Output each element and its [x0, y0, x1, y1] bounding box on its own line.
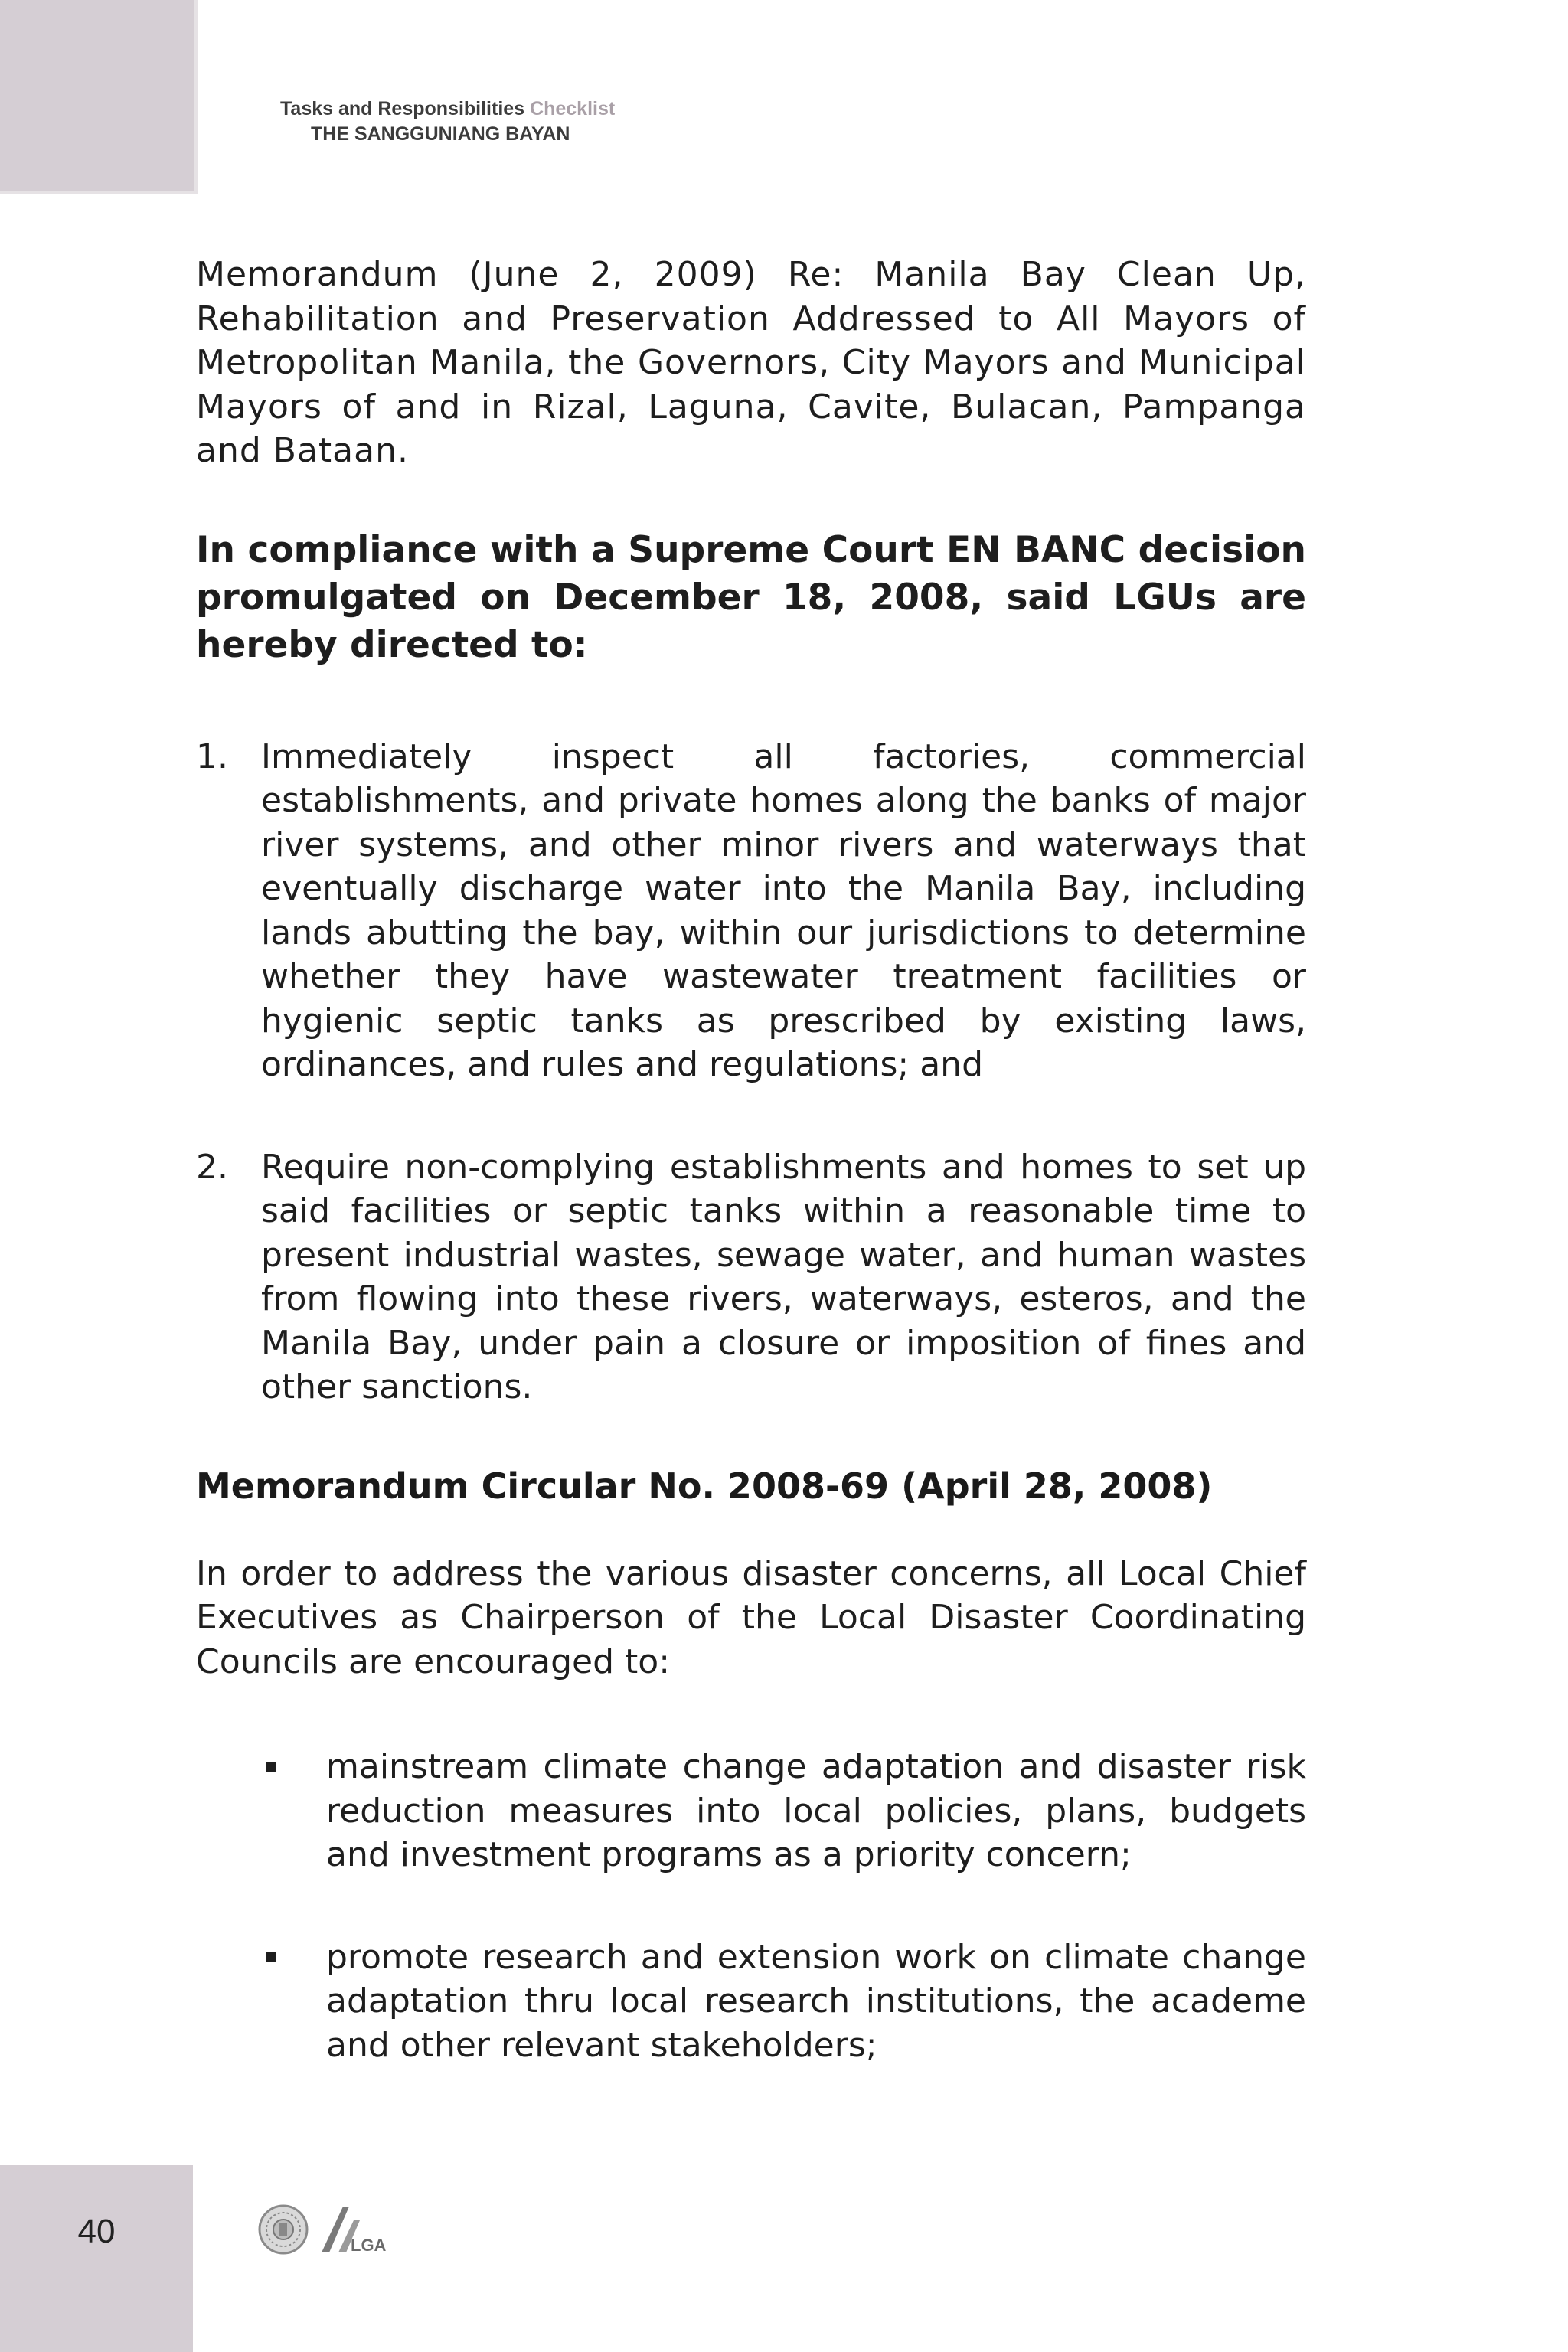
- page-content: [196, 253, 1306, 2125]
- header-title-main: Tasks and Responsibilities: [280, 98, 525, 119]
- square-bullet-icon: [196, 1936, 326, 2068]
- list-item-number: 2.: [196, 1147, 228, 1187]
- header-title: [280, 96, 615, 122]
- list-item-number: 1.: [196, 737, 228, 776]
- footer-logos: [257, 2202, 387, 2257]
- list-item-text: mainstream climate change adaptation and disaster risk reduction measures into local policies, plans, budgets and investment programs as a priority concern;: [326, 1747, 1306, 1874]
- circular-paragraph: In order to address the various disaster concerns, all Local Chief Executives as Chairperson of the Local Disaster Coordinating Councils are encouraged to:: [196, 1553, 1306, 1681]
- circular-heading: Memorandum Circular No. 2008-69 (April 28, 2008): [196, 1465, 1213, 1507]
- page-number: 40: [77, 2213, 116, 2250]
- header-title-suffix: Checklist: [530, 98, 616, 119]
- directives-list: [196, 735, 1306, 1410]
- list-item-text: Immediately inspect all factories, commercial establishments, and private homes along the banks of major river systems, and other minor rivers and waterways that eventually discharge water into the Manila Bay, including lands abutting the bay, within our jurisdictions to determine whether they have wastewater treatment facilities or hygienic septic tanks as prescribed by existing laws, ordinances, and rules and regulations; and: [261, 737, 1306, 1084]
- dilg-seal-icon: [257, 2203, 309, 2256]
- list-item-text: promote research and extension work on climate change adaptation thru local research institutions, the academe and other relevant stakeholders;: [326, 1937, 1306, 2065]
- list-item: [196, 1936, 1306, 2068]
- top-corner-block: [0, 0, 198, 194]
- list-item-text: Require non-complying establishments and homes to set up said facilities or septic tanks within a reasonable time to present industrial wastes, sewage water, and human wastes from flowing into these rivers, waterways, esteros, and the Manila Bay, under pain a closure or imposition of fines and other sanctions.: [261, 1147, 1306, 1406]
- page-header: [280, 96, 615, 147]
- square-bullet-icon: [196, 1745, 326, 1877]
- compliance-heading: In compliance with a Supreme Court EN BANC decision promulgated on December 18, 2008, said LGUs are hereby directed to:: [196, 528, 1306, 666]
- lga-logo-text: LGA: [351, 2236, 387, 2255]
- list-item: [196, 1145, 1306, 1410]
- list-item: [196, 735, 1306, 1087]
- circular-list: [196, 1745, 1306, 2067]
- header-subtitle: THE SANGGUNIANG BAYAN: [311, 123, 570, 145]
- list-item: [196, 1745, 1306, 1877]
- bottom-corner-block: [0, 2165, 193, 2352]
- lga-logo-icon: [315, 2202, 387, 2257]
- intro-paragraph: Memorandum (June 2, 2009) Re: Manila Bay Clean Up, Rehabilitation and Preservation Addressed to All Mayors of Metropolitan Manila, the Governors, City Mayors and Municipal Mayors of and in Rizal, Laguna, Cavite, Bulacan, Pampanga and Bataan.: [196, 255, 1306, 470]
